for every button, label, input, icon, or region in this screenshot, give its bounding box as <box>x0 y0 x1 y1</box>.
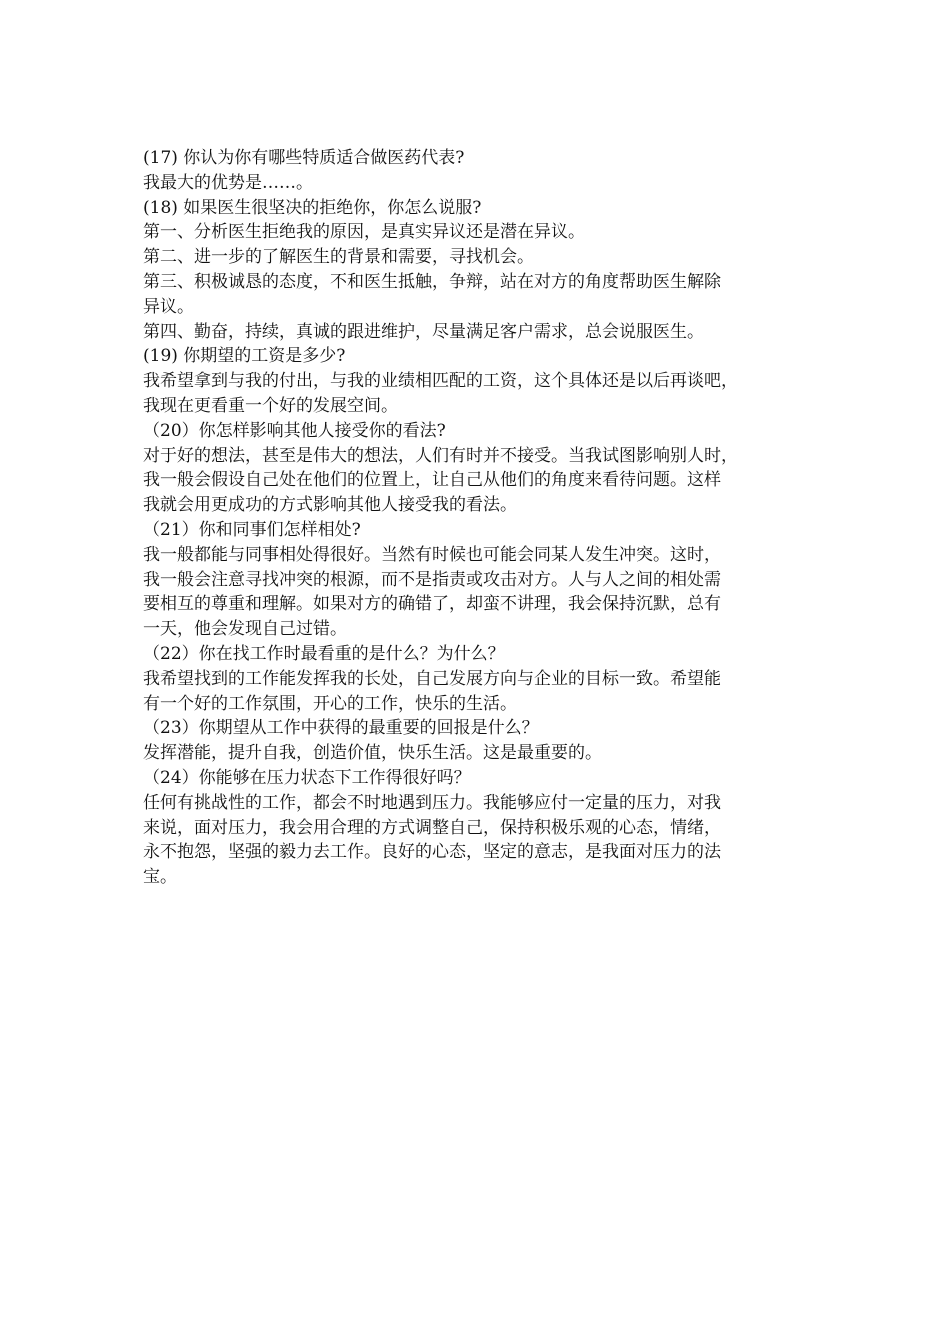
answer-text: 第二、进一步的了解医生的背景和需要，寻找机会。 <box>143 247 534 268</box>
answer-text: 对于好的想法，甚至是伟大的想法，人们有时并不接受。当我试图影响别人时， <box>143 445 738 466</box>
answer-text: 来说，面对压力，我会用合理的方式调整自己，保持积极乐观的心态，情绪， <box>143 817 721 838</box>
question-heading-19: (19) 你期望的工资是多少? <box>143 346 346 367</box>
answer-text: 我一般会注意寻找冲突的根源，而不是指责或攻击对方。人与人之间的相处需 <box>143 569 721 590</box>
answer-text: 我就会用更成功的方式影响其他人接受我的看法。 <box>143 495 517 516</box>
answer-text: 第三、积极诚恳的态度，不和医生抵触，争辩，站在对方的角度帮助医生解除 <box>143 271 721 292</box>
question-heading-17: (17) 你认为你有哪些特质适合做医药代表? <box>143 148 465 168</box>
answer-text: 第一、分析医生拒绝我的原因，是真实异议还是潜在异议。 <box>143 222 585 243</box>
answer-text: 异议。 <box>143 296 194 317</box>
answer-text: 我希望找到的工作能发挥我的长处，自己发展方向与企业的目标一致。希望能 <box>143 668 721 689</box>
question-heading-24: （24）你能够在压力状态下工作得很好吗？ <box>143 767 471 788</box>
answer-text: 一天，他会发现自己过错。 <box>143 619 347 640</box>
answer-text: 有一个好的工作氛围，开心的工作，快乐的生活。 <box>143 693 517 714</box>
question-heading-18: (18) 如果医生很坚决的拒绝你，你怎么说服? <box>143 197 482 218</box>
question-heading-23: （23）你期望从工作中获得的最重要的回报是什么？ <box>143 718 539 739</box>
answer-text: 我一般会假设自己处在他们的位置上，让自己从他们的角度来看待问题。这样 <box>143 470 721 491</box>
document-page <box>143 146 811 890</box>
answer-text: 宝。 <box>143 867 177 888</box>
answer-text: 我希望拿到与我的付出，与我的业绩相匹配的工资，这个具体还是以后再谈吧， <box>143 371 738 392</box>
answer-text: 任何有挑战性的工作，都会不时地遇到压力。我能够应付一定量的压力，对我 <box>143 792 721 813</box>
answer-text: 发挥潜能，提升自我，创造价值，快乐生活。这是最重要的。 <box>143 743 602 764</box>
question-heading-20: （20）你怎样影响其他人接受你的看法? <box>143 420 446 441</box>
answer-text: 我一般都能与同事相处得很好。当然有时候也可能会同某人发生冲突。这时， <box>143 544 721 565</box>
answer-text: 要相互的尊重和理解。如果对方的确错了，却蛮不讲理，我会保持沉默，总有 <box>143 594 721 615</box>
answer-text: 我最大的优势是……。 <box>143 172 313 193</box>
question-heading-22: （22）你在找工作时最看重的是什么？为什么？ <box>143 643 505 664</box>
answer-text: 第四、勤奋，持续，真诚的跟进维护，尽量满足客户需求，总会说服医生。 <box>143 321 704 342</box>
question-heading-21: （21）你和同事们怎样相处? <box>143 519 361 540</box>
answer-text: 永不抱怨，坚强的毅力去工作。良好的心态，坚定的意志，是我面对压力的法 <box>143 842 721 863</box>
answer-text: 我现在更看重一个好的发展空间。 <box>143 395 398 416</box>
